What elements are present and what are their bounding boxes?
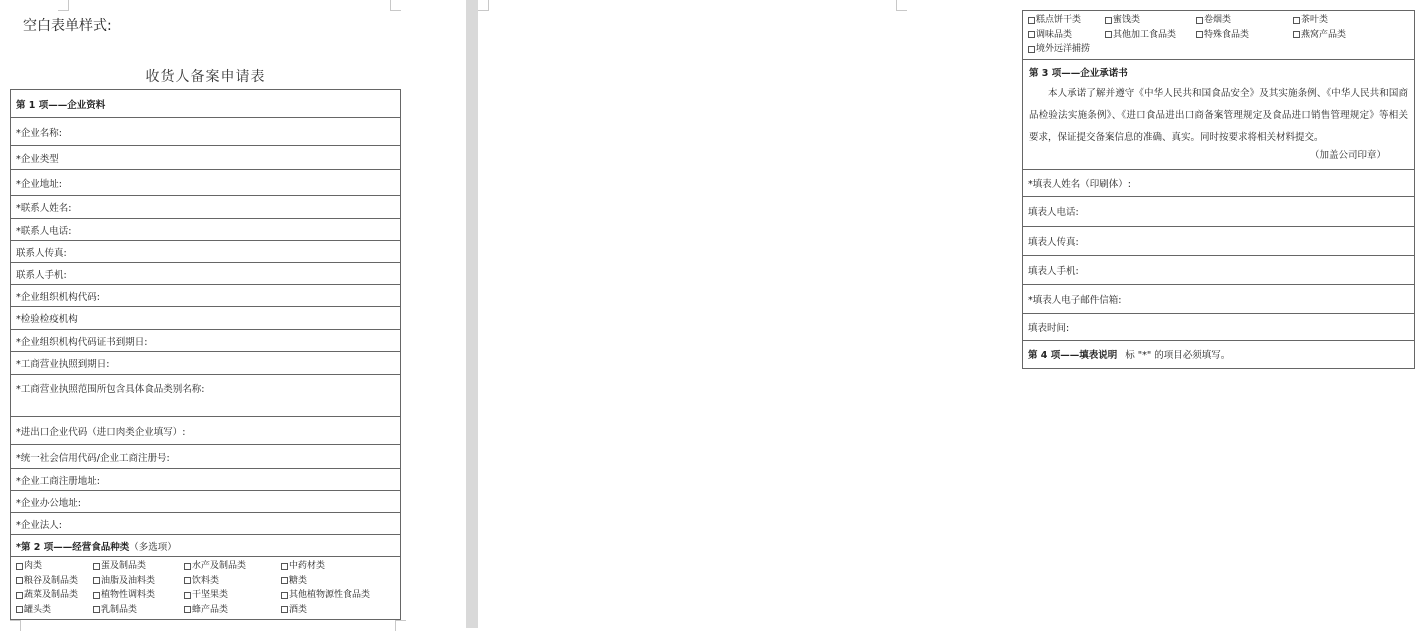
checkbox-icon[interactable] bbox=[184, 577, 191, 584]
checkbox-label: 植物性调料类 bbox=[101, 590, 156, 600]
food-category-checkbox[interactable] bbox=[1293, 28, 1403, 43]
form-field-label[interactable]: *检验检疫机构 bbox=[11, 307, 401, 330]
food-category-checkbox[interactable] bbox=[1105, 13, 1196, 28]
form-field-row bbox=[11, 330, 401, 352]
checkbox-grid bbox=[1028, 13, 1409, 57]
form-field-label[interactable]: 填表人传真: bbox=[1023, 226, 1415, 255]
food-category-checkbox[interactable] bbox=[93, 603, 184, 618]
form-field-label[interactable]: *填表人电子邮件信箱: bbox=[1023, 284, 1415, 313]
form-field-label[interactable]: *联系人电话: bbox=[11, 219, 401, 241]
checkbox-icon[interactable] bbox=[1293, 31, 1300, 38]
checkbox-label: 肉类 bbox=[24, 561, 43, 571]
form-field-row bbox=[11, 219, 401, 241]
checkbox-label: 中药材类 bbox=[289, 561, 326, 571]
form-field-row bbox=[11, 352, 401, 375]
checkbox-icon[interactable] bbox=[93, 592, 100, 599]
form-field-row bbox=[11, 118, 401, 146]
checkbox-label: 燕窝产品类 bbox=[1301, 29, 1347, 40]
checkbox-icon[interactable] bbox=[184, 606, 191, 613]
food-category-options bbox=[11, 557, 401, 620]
form-field-row bbox=[1023, 196, 1415, 226]
application-form-table-page2 bbox=[1022, 10, 1415, 369]
checkbox-label: 蜂产品类 bbox=[192, 604, 229, 615]
form-field-label[interactable]: *联系人姓名: bbox=[11, 196, 401, 219]
checkbox-icon[interactable] bbox=[281, 592, 288, 599]
section-header-row bbox=[11, 535, 401, 557]
checkbox-label: 糖类 bbox=[289, 575, 308, 586]
form-field-row bbox=[1023, 255, 1415, 284]
form-field-row bbox=[1023, 226, 1415, 255]
form-field-label[interactable]: 联系人手机: bbox=[11, 263, 401, 285]
section4-instructions bbox=[1023, 340, 1415, 368]
form-field-label[interactable]: 联系人传真: bbox=[11, 241, 401, 263]
checkbox-label: 蔬菜及制品类 bbox=[24, 590, 79, 600]
food-category-checkbox[interactable] bbox=[281, 588, 391, 603]
food-category-checkbox[interactable] bbox=[1028, 13, 1105, 28]
section2-header bbox=[11, 535, 401, 557]
food-category-checkbox[interactable] bbox=[184, 559, 281, 574]
food-category-checkbox[interactable] bbox=[1196, 13, 1293, 28]
form-field-label[interactable]: *企业法人: bbox=[11, 513, 401, 535]
checkbox-icon[interactable] bbox=[1028, 31, 1035, 38]
form-field-label[interactable]: *企业组织机构代码: bbox=[11, 285, 401, 307]
form-field-row bbox=[1023, 313, 1415, 340]
checkbox-icon[interactable] bbox=[1028, 46, 1035, 53]
checkbox-icon[interactable] bbox=[93, 577, 100, 584]
form-field-label[interactable]: *企业办公地址: bbox=[11, 491, 401, 513]
form-field-row bbox=[11, 307, 401, 330]
checkbox-icon[interactable] bbox=[1105, 17, 1112, 24]
page-corner-mark bbox=[10, 620, 21, 631]
checkbox-icon[interactable] bbox=[281, 577, 288, 584]
form-field-label[interactable]: *工商营业执照到期日: bbox=[11, 352, 401, 375]
checkbox-label: 蜜饯类 bbox=[1113, 15, 1141, 25]
checkbox-icon[interactable] bbox=[1105, 31, 1112, 38]
checkbox-label: 调味品类 bbox=[1036, 29, 1073, 40]
form-field-label[interactable]: 填表人手机: bbox=[1023, 255, 1415, 284]
food-category-checkbox[interactable] bbox=[1105, 28, 1196, 43]
food-category-checkbox[interactable] bbox=[281, 559, 391, 574]
checkbox-icon[interactable] bbox=[16, 577, 23, 584]
section1-title: 第 1 项——企业资料 bbox=[11, 90, 401, 118]
checkbox-label: 粮谷及制品类 bbox=[24, 575, 79, 586]
food-category-checkbox[interactable] bbox=[93, 559, 184, 574]
pledge-text: 本人承诺了解并遵守《中华人民共和国食品安全》及其实施条例、《中华人民共和国商品检验法实施条例》、《进口食品进出口商备案管理规定及食品进口销售管理规定》等相关要求，保证提交备案信息的准确、真实。同时按要求将相关材料提交。 bbox=[1029, 88, 1408, 143]
section-header-row bbox=[11, 90, 401, 118]
pledge-cell bbox=[1023, 59, 1415, 169]
checkbox-label: 油脂及油料类 bbox=[101, 575, 156, 586]
page-corner-mark bbox=[478, 0, 489, 11]
form-field-label[interactable]: *企业组织机构代码证书到期日: bbox=[11, 330, 401, 352]
food-category-checkbox[interactable] bbox=[1028, 28, 1105, 43]
checkbox-icon[interactable] bbox=[281, 563, 288, 570]
food-category-checkbox[interactable] bbox=[16, 574, 93, 589]
page-gutter bbox=[466, 0, 478, 628]
form-field-row bbox=[11, 445, 401, 469]
form-field-row bbox=[11, 513, 401, 535]
checkbox-icon[interactable] bbox=[93, 563, 100, 570]
section4-note: 标 "*" 的项目必须填写。 bbox=[1125, 350, 1231, 361]
form-field-label[interactable]: *填表人姓名（印刷体）: bbox=[1023, 169, 1415, 196]
form-field-label[interactable]: *企业类型 bbox=[11, 146, 401, 170]
checkbox-icon[interactable] bbox=[1293, 17, 1300, 24]
application-form-table-page1 bbox=[10, 89, 401, 620]
checkbox-icon[interactable] bbox=[281, 606, 288, 613]
form-field-row bbox=[1023, 284, 1415, 313]
checkbox-icon[interactable] bbox=[16, 606, 23, 613]
food-category-options-continued bbox=[1023, 11, 1415, 60]
checkbox-label: 水产及制品类 bbox=[192, 561, 247, 571]
document-page-left bbox=[0, 0, 466, 628]
food-category-checkbox[interactable] bbox=[16, 559, 93, 574]
form-field-row bbox=[11, 146, 401, 170]
form-field-row bbox=[11, 469, 401, 491]
food-category-checkbox[interactable] bbox=[184, 574, 281, 589]
food-category-checkbox[interactable] bbox=[1028, 42, 1105, 57]
section2-note: （多选项） bbox=[129, 541, 177, 553]
food-category-checkbox[interactable] bbox=[1196, 28, 1293, 43]
checkbox-grid bbox=[16, 559, 395, 617]
pledge-row bbox=[1023, 59, 1415, 169]
options-continued-row bbox=[1023, 11, 1415, 60]
checkbox-label: 干坚果类 bbox=[192, 590, 229, 600]
section4-title: 第 4 项——填表说明 bbox=[1028, 350, 1118, 361]
checkbox-label: 卷烟类 bbox=[1204, 15, 1232, 25]
checkbox-label: 罐头类 bbox=[24, 604, 52, 615]
food-category-checkbox[interactable] bbox=[281, 574, 391, 589]
page-corner-mark bbox=[390, 0, 401, 11]
food-category-checkbox[interactable] bbox=[184, 588, 281, 603]
food-category-checkbox[interactable] bbox=[16, 603, 93, 618]
section3-title: 第 3 项——企业承诺书 bbox=[1029, 68, 1128, 79]
form-field-label[interactable]: 填表时间: bbox=[1023, 313, 1415, 340]
checkbox-label: 其他植物源性食品类 bbox=[289, 590, 371, 600]
food-category-checkbox[interactable] bbox=[281, 603, 391, 618]
page-corner-mark bbox=[58, 0, 69, 11]
checkbox-label: 茶叶类 bbox=[1301, 15, 1329, 25]
form-field-row bbox=[11, 263, 401, 285]
page-corner-mark bbox=[896, 0, 907, 11]
form-field-row bbox=[11, 417, 401, 445]
checkbox-label: 酒类 bbox=[289, 604, 308, 615]
form-title: 收货人备案申请表 bbox=[145, 69, 266, 85]
options-row bbox=[11, 557, 401, 620]
form-field-row bbox=[1023, 169, 1415, 196]
checkbox-icon[interactable] bbox=[16, 563, 23, 570]
form-field-row bbox=[11, 375, 401, 417]
checkbox-icon[interactable] bbox=[1028, 17, 1035, 24]
form-field-row bbox=[11, 491, 401, 513]
form-field-label[interactable]: *企业工商注册地址: bbox=[11, 469, 401, 491]
food-category-checkbox[interactable] bbox=[1293, 13, 1403, 28]
checkbox-label: 特殊食品类 bbox=[1204, 29, 1250, 40]
food-category-checkbox[interactable] bbox=[184, 603, 281, 618]
checkbox-label: 其他加工食品类 bbox=[1113, 29, 1177, 40]
checkbox-icon[interactable] bbox=[184, 592, 191, 599]
checkbox-icon[interactable] bbox=[93, 606, 100, 613]
food-category-checkbox[interactable] bbox=[93, 574, 184, 589]
form-field-label[interactable]: *企业地址: bbox=[11, 170, 401, 196]
checkbox-label: 蛋及制品类 bbox=[101, 561, 147, 571]
form-field-label[interactable]: 填表人电话: bbox=[1023, 196, 1415, 226]
page-corner-mark bbox=[395, 620, 406, 631]
food-category-checkbox[interactable] bbox=[16, 588, 93, 603]
form-field-label[interactable]: *统一社会信用代码/企业工商注册号: bbox=[11, 445, 401, 469]
blank-form-heading: 空白表单样式: bbox=[23, 18, 112, 34]
food-category-checkbox[interactable] bbox=[93, 588, 184, 603]
stamp-note: （加盖公司印章） bbox=[1309, 150, 1386, 161]
section2-title: *第 2 项——经营食品种类 bbox=[16, 541, 130, 553]
checkbox-icon[interactable] bbox=[184, 563, 191, 570]
form-field-label[interactable]: *工商营业执照范围所包含具体食品类别名称: bbox=[11, 375, 401, 417]
checkbox-icon[interactable] bbox=[16, 592, 23, 599]
section-header-row bbox=[1023, 340, 1415, 368]
form-field-row bbox=[11, 170, 401, 196]
checkbox-label: 饮料类 bbox=[192, 575, 220, 586]
checkbox-label: 乳制品类 bbox=[101, 604, 138, 615]
checkbox-icon[interactable] bbox=[1196, 31, 1203, 38]
checkbox-icon[interactable] bbox=[1196, 17, 1203, 24]
form-field-row bbox=[11, 241, 401, 263]
form-field-label[interactable]: *进出口企业代码（进口肉类企业填写）: bbox=[11, 417, 401, 445]
form-field-row bbox=[11, 285, 401, 307]
checkbox-label: 境外远洋捕捞 bbox=[1036, 44, 1091, 54]
checkbox-label: 糕点饼干类 bbox=[1036, 15, 1082, 25]
document-page-right bbox=[478, 0, 1408, 628]
form-field-label[interactable]: *企业名称: bbox=[11, 118, 401, 146]
form-field-row bbox=[11, 196, 401, 219]
